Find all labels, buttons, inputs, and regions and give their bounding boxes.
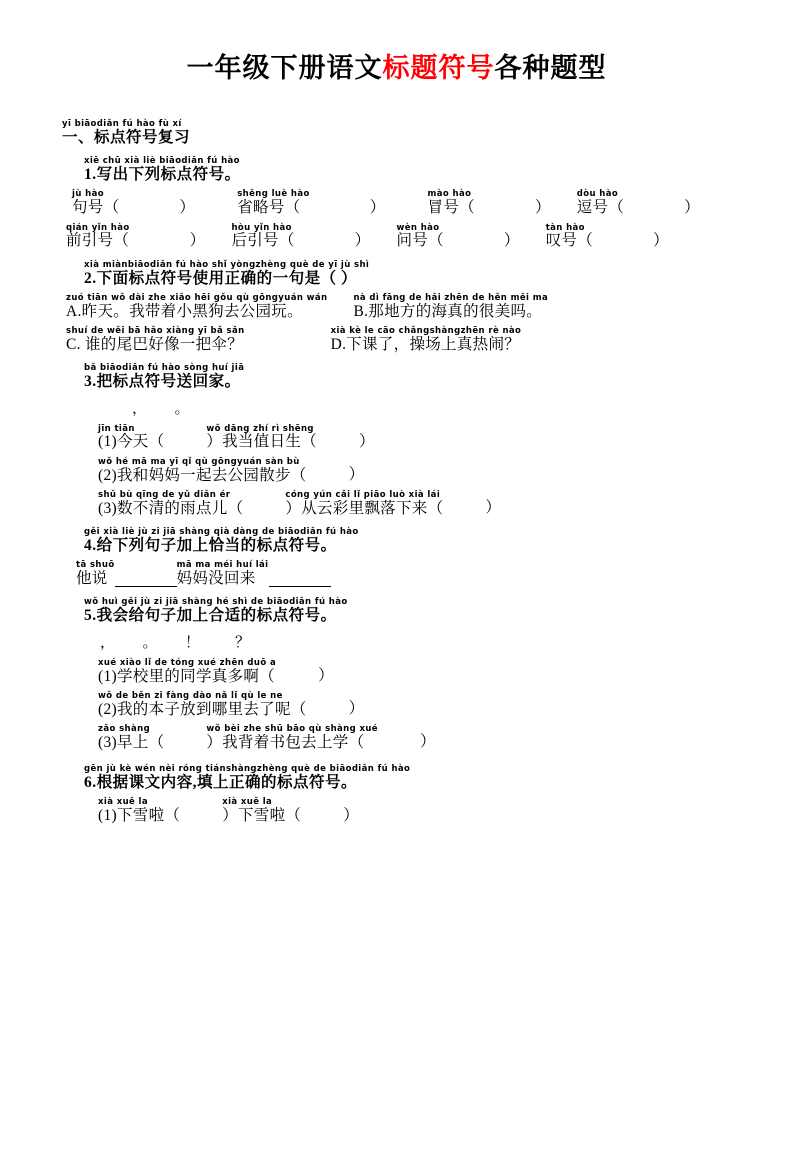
q2-option-c[interactable] (66, 327, 245, 353)
q6-item-1 (62, 798, 731, 824)
q5-item-2-text: (2)我的本子放到哪里去了呢（ (98, 700, 307, 718)
section-heading-pinyin: yī biāodiǎn fú hào fù xí (62, 119, 182, 129)
q5-punctuation-bank: ， 。 ！ ？ (100, 634, 261, 651)
q1-item-6-pinyin: wèn hào (396, 222, 440, 233)
q1-item-3-pinyin: dòu hào (576, 189, 619, 200)
q2-option-b-pinyin: nà dì fāng de hǎi zhēn de hěn měi ma (353, 292, 549, 303)
q1-item-5-text: 后引号（ (231, 232, 295, 250)
question-6-heading (62, 765, 731, 791)
q1-item-3-close: ） (684, 198, 700, 216)
q5-item-1 (62, 659, 731, 685)
q5-item-1-pinyin: xué xiào lǐ de tóng xué zhēn duō a (98, 657, 277, 668)
q5-item-2 (62, 692, 731, 718)
q1-item-7 (546, 224, 593, 250)
q1-item-0 (72, 190, 119, 216)
q1-item-2-close: ） (534, 198, 551, 216)
q2-option-d-pinyin: xià kè le cāo chǎngshàngzhēn rè nào (330, 326, 522, 337)
q6-heading-pinyin: gēn jù kè wén nèi róng tiánshàngzhèng què de biāodiǎn fú hào (84, 764, 411, 775)
q1-item-0-pinyin: jù hào (72, 189, 104, 200)
q4-part-a (76, 561, 115, 587)
q4-sentence (62, 561, 731, 587)
q4-pinyin-b: mā ma méi huí lái (176, 560, 269, 571)
worksheet-page (0, 46, 793, 1168)
q6-item-1-part-b (222, 798, 301, 824)
q1-item-3-text: 逗号（ (576, 199, 625, 217)
q3-item-3-pinyin-b: cóng yún cǎi lǐ piāo luò xià lái (285, 489, 441, 500)
q3-heading-text: 3.把标点符号送回家。 (84, 373, 241, 391)
q3-item-2-text-a: (2)我和妈妈一起去公园散步（ (98, 466, 307, 484)
q1-item-1 (237, 190, 310, 216)
q1-row-2 (62, 224, 731, 250)
q2-option-a[interactable] (66, 294, 327, 320)
q2-option-c-text: C. 谁的尾巴好像一把伞？ (66, 336, 243, 354)
q3-item-2 (62, 458, 731, 484)
q3-item-3-close: ） (485, 499, 502, 517)
q2-heading-ruby (84, 261, 369, 287)
q1-item-7-pinyin: tàn hào (545, 222, 585, 233)
q4-part-b (177, 561, 269, 587)
q3-item-1-text-b: ）我当值日生（ (206, 433, 317, 451)
section-heading (62, 109, 731, 146)
q5-item-3 (62, 725, 731, 751)
q6-item-1-text-b: ）下雪啦（ (222, 807, 302, 825)
q1-item-1-pinyin: shěng luè hào (237, 189, 310, 200)
q5-item-3-part-b (206, 725, 378, 751)
q1-item-6 (396, 224, 443, 250)
q2-option-a-text: A.昨天。我带着小黑狗去公园玩。 (66, 302, 303, 320)
q5-item-2-pinyin: wǒ de běn zi fàng dào nǎ lǐ qù le ne (98, 690, 283, 701)
q1-item-3 (577, 190, 624, 216)
q4-heading-text: 4.给下列句子加上恰当的标点符号。 (84, 536, 337, 554)
q2-options-row-2 (62, 327, 731, 353)
q3-item-2-pinyin-a: wǒ hé mā ma yī qǐ qù gōngyuán sàn bù (98, 456, 300, 467)
q3-punctuation-bank: ， 。 (132, 400, 200, 417)
q6-item-1-pinyin-a: xià xuě la (98, 797, 148, 808)
question-3-heading (62, 364, 731, 390)
title-prefix: 一年级下册语文 (186, 53, 383, 83)
q3-item-1-part-b (206, 425, 317, 451)
q6-item-1-part-a (98, 798, 180, 824)
question-4-heading (62, 528, 731, 554)
q3-item-3-text-b: ）从云彩里飘落下来（ (285, 499, 444, 517)
q4-heading-pinyin: gěi xià liè jù zi jiā shàng qià dàng de biāodiǎn fú hào (84, 527, 359, 538)
section-heading-text: 一、标点符号复习 (62, 128, 191, 146)
q2-option-b[interactable] (353, 294, 548, 320)
q1-item-1-close: ） (369, 198, 386, 216)
q1-row-1 (62, 190, 731, 216)
q3-item-2-close: ） (348, 465, 365, 483)
q3-item-3-text-a: (3)数不清的雨点儿（ (98, 499, 244, 517)
q1-item-1-text: 省略号（ (237, 199, 301, 217)
q1-item-4-close: ） (189, 231, 206, 249)
q5-item-3-close: ） (419, 733, 436, 751)
q2-option-d-text: D.下课了，操场上真热闹？ (330, 336, 521, 354)
q4-blank-1[interactable] (115, 573, 177, 587)
q4-pinyin-a: tā shuō (76, 560, 115, 571)
question-2-heading (62, 261, 731, 287)
q1-item-4-text: 前引号（ (66, 232, 130, 250)
q5-item-3-pinyin-b: wǒ bèi zhe shū bāo qù shàng xué (206, 724, 378, 734)
q3-item-3-part-b (285, 491, 443, 517)
q5-heading-pinyin: wǒ huì gěi jù zi jiā shàng hé shì de biāodiǎn fú hào (84, 597, 348, 608)
q6-item-1-text-a: (1)下雪啦（ (98, 807, 181, 825)
q1-item-2-text: 冒号（ (427, 199, 475, 217)
q1-item-7-close: ） (653, 231, 669, 249)
q2-option-b-text: B.那地方的海真的很美吗。 (353, 302, 543, 320)
q3-heading-ruby (84, 364, 244, 390)
q1-heading-ruby (84, 157, 241, 183)
q1-heading-pinyin: xiě chū xià liè biāodiǎn fú hào (84, 156, 240, 167)
q6-item-1-pinyin-b: xià xuě la (222, 797, 273, 808)
q5-item-3-pinyin-a: zǎo shàng (98, 724, 151, 734)
q5-heading-text: 5.我会给句子加上合适的标点符号。 (84, 607, 337, 625)
q2-heading-text: 2.下面标点符号使用正确的一句是（ ） (84, 269, 358, 287)
q3-item-1-part-a (98, 425, 164, 451)
q1-item-7-text: 叹号（ (545, 232, 594, 250)
q4-text-b: 妈妈没回来 (176, 570, 256, 588)
q1-item-4-pinyin: qián yǐn hào (66, 222, 130, 233)
q1-item-5-close: ） (354, 231, 371, 249)
title-highlight: 标题符号 (382, 53, 495, 83)
q2-option-a-pinyin: zuó tiān wǒ dài zhe xiǎo hēi gǒu qù gōngyuán wán (66, 292, 328, 303)
q5-item-2-part-a (98, 692, 307, 718)
page-title (62, 46, 731, 85)
q5-item-1-part-a (98, 659, 276, 685)
question-5-heading (62, 598, 731, 624)
q1-item-4 (66, 224, 130, 250)
q5-item-3-text-b: ）我背着书包去上学（ (206, 733, 365, 751)
q3-item-2-part-a (98, 458, 307, 484)
q1-item-5-pinyin: hòu yǐn hào (231, 222, 292, 233)
q3-item-1-text-a: (1)今天（ (98, 433, 165, 451)
q5-item-2-close: ） (348, 700, 365, 717)
q1-item-0-text: 句号（ (72, 199, 120, 217)
q1-item-0-close: ） (179, 198, 196, 216)
q2-option-c-pinyin: shuí de wěi bā hǎo xiàng yī bǎ sǎn (66, 326, 245, 337)
q2-option-d[interactable] (331, 327, 522, 353)
q5-item-1-text: (1)学校里的同学真多啊（ (98, 667, 275, 685)
q3-item-1-close: ） (358, 432, 375, 450)
q3-item-3-part-a (98, 491, 243, 517)
q3-item-3 (62, 491, 731, 517)
q4-blank-2[interactable] (269, 573, 331, 587)
q2-options-row-1 (62, 294, 731, 320)
q1-item-6-close: ） (503, 231, 520, 249)
q3-item-1-pinyin-b: wǒ dāng zhí rì shēng (206, 423, 314, 434)
section-heading-ruby (62, 120, 190, 146)
title-suffix: 各种题型 (494, 53, 607, 83)
question-1-heading (62, 157, 731, 183)
q6-heading-text: 6.根据课文内容,填上正确的标点符号。 (84, 774, 358, 792)
q1-item-2-pinyin: mào hào (427, 189, 472, 200)
q5-item-3-part-a (98, 725, 164, 751)
q1-heading-text: 1.写出下列标点符号。 (84, 166, 241, 184)
q3-heading-pinyin: bǎ biāodiǎn fú hào sòng huí jiā (84, 363, 245, 374)
q3-item-1-pinyin-a: jīn tiān (98, 423, 135, 434)
q3-item-1 (62, 425, 731, 451)
q3-item-3-pinyin-a: shǔ bù qīng de yǔ diǎn ér (98, 489, 231, 500)
q2-heading-pinyin: xià miànbiāodiǎn fú hào shǐ yòngzhèng què de yī jù shì (84, 259, 370, 270)
q6-item-1-close: ） (343, 806, 360, 824)
q6-heading-ruby (84, 765, 410, 791)
q1-item-5 (231, 224, 294, 250)
q1-item-2 (428, 190, 475, 216)
q5-item-1-close: ） (318, 666, 334, 684)
q5-heading-ruby (84, 598, 348, 624)
q1-item-6-text: 问号（ (396, 232, 444, 250)
q4-heading-ruby (84, 528, 359, 554)
q4-text-a: 他说 (76, 570, 108, 588)
q5-item-3-text-a: (3)早上（ (98, 733, 165, 751)
